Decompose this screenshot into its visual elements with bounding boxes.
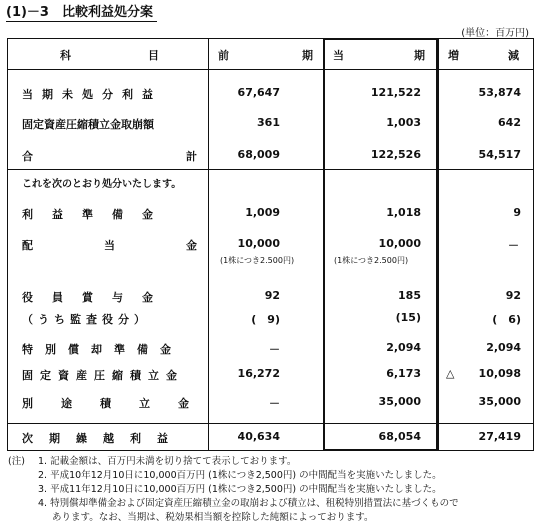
footnote [8,497,538,511]
row-prev-value: － [269,343,280,356]
row-cur-value: 35,000 [378,395,421,408]
row-cur-value: 1,018 [386,206,421,219]
header-item-a: 科 [60,49,71,62]
row-label-total-a: 合 [22,150,33,163]
unit-label: (単位：百万円) [461,28,529,39]
row-prev-value: 1,009 [245,206,280,219]
row-prev-value: 361 [257,116,280,129]
row-prev-value: 68,009 [237,148,280,161]
footnote-number: 3. [38,484,48,495]
row-cur-value: 2,094 [386,341,421,354]
header-cur-b: 期 [414,49,425,62]
row-diff-value: － [508,239,519,252]
row-diff-value: 642 [498,116,521,129]
row-diff-value: 10,098 [478,367,521,380]
footnote [8,483,538,497]
row-label: 次期繰越利益 [22,432,184,445]
row-diff-value: 35,000 [478,395,521,408]
row-cur-value: 10,000 [378,237,421,250]
header-cur-a: 当 [333,49,344,62]
row-prev-value: 67,647 [237,86,280,99]
total-rule [8,169,533,170]
footnote-number: 2. [38,470,48,481]
footnote [8,511,538,525]
footnote-text: 平成11年12月10日に10,000百万円 (1株につき2,500円) の中間配当を実施いたしました。 [50,484,442,495]
row-label: 固定資産圧縮積立金 [22,369,184,382]
row-diff-value: 27,419 [478,430,521,443]
column-divider [208,39,209,450]
row-cur-value: 68,054 [378,430,421,443]
row-prev-value: 92 [264,289,280,302]
row-label: 固定資産圧縮積立金取崩額 [22,118,154,131]
row-label: 利益準備金 [22,208,172,221]
row-label: 特別償却準備金 [22,343,183,356]
per-share-note-cur: (1株につき2.500円) [334,256,409,265]
footnote-number: 4. [38,498,48,509]
row-cur-value: 1,003 [386,116,421,129]
row-label: （うち監査役分） [22,313,150,326]
row-diff-value: ( 6) [492,313,521,326]
header-prev-b: 期 [302,49,313,62]
row-cur-value: (15) [395,311,421,324]
row-prev-value: ( 9) [251,313,280,326]
header-diff-b: 減 [508,49,519,62]
row-prev-value: 16,272 [237,367,280,380]
row-cur-value: 122,526 [370,148,421,161]
row-label-dividend-b: 当 [104,239,115,252]
footnotes [8,455,538,525]
footnote [8,469,538,483]
row-cur-value: 6,173 [386,367,421,380]
row-prev-value: － [269,397,280,410]
profit-appropriation-table [7,38,534,451]
header-rule [8,69,533,70]
row-prev-value: 40,634 [237,430,280,443]
footnote-text: 平成10年12月10日に10,000百万円 (1株につき2,500円) の中間配当を実施いたしました。 [50,470,442,481]
footnote-head: (注) [8,456,25,467]
header-diff-a: 増 [448,49,459,62]
row-prev-value: 10,000 [237,237,280,250]
row-diff-value: 53,874 [478,86,521,99]
footnote-number: 1. [38,456,48,467]
row-diff-value: 9 [513,206,521,219]
row-cur-value: 121,522 [370,86,421,99]
column-divider [438,39,439,450]
footnote-text: 特別償却準備金および固定資産圧縮積立金の取崩および積立は、租税特別措置法に基づくもので [50,498,459,509]
row-diff-value: 2,094 [486,341,521,354]
page-title: (1)－3 比較利益処分案 [6,1,157,22]
row-diff-value: 54,517 [478,148,521,161]
header-item-b: 目 [148,49,159,62]
carryforward-rule [8,423,533,424]
row-cur-value: 185 [398,289,421,302]
negative-mark: △ [446,367,455,380]
per-share-note-prev: (1株につき2.500円) [220,256,295,265]
row-label-dividend-a: 配 [22,239,33,252]
row-diff-value: 92 [505,289,521,302]
row-label: 役員賞与金 [22,291,172,304]
footnote [8,455,538,469]
row-label-dividend-c: 金 [186,239,197,252]
header-prev-a: 前 [218,49,229,62]
row-label-total-b: 計 [186,150,197,163]
footnote-text: あります。なお、当期は、税効果相当額を控除した純額によっております。 [52,512,374,523]
row-label: 別途積立金 [22,397,217,410]
row-label: 当期未処分利益 [22,88,162,101]
footnote-text: 記載金額は、百万円未満を切り捨てて表示しております。 [50,456,297,467]
appropriation-intro: これを次のとおり処分いたします。 [22,179,182,190]
